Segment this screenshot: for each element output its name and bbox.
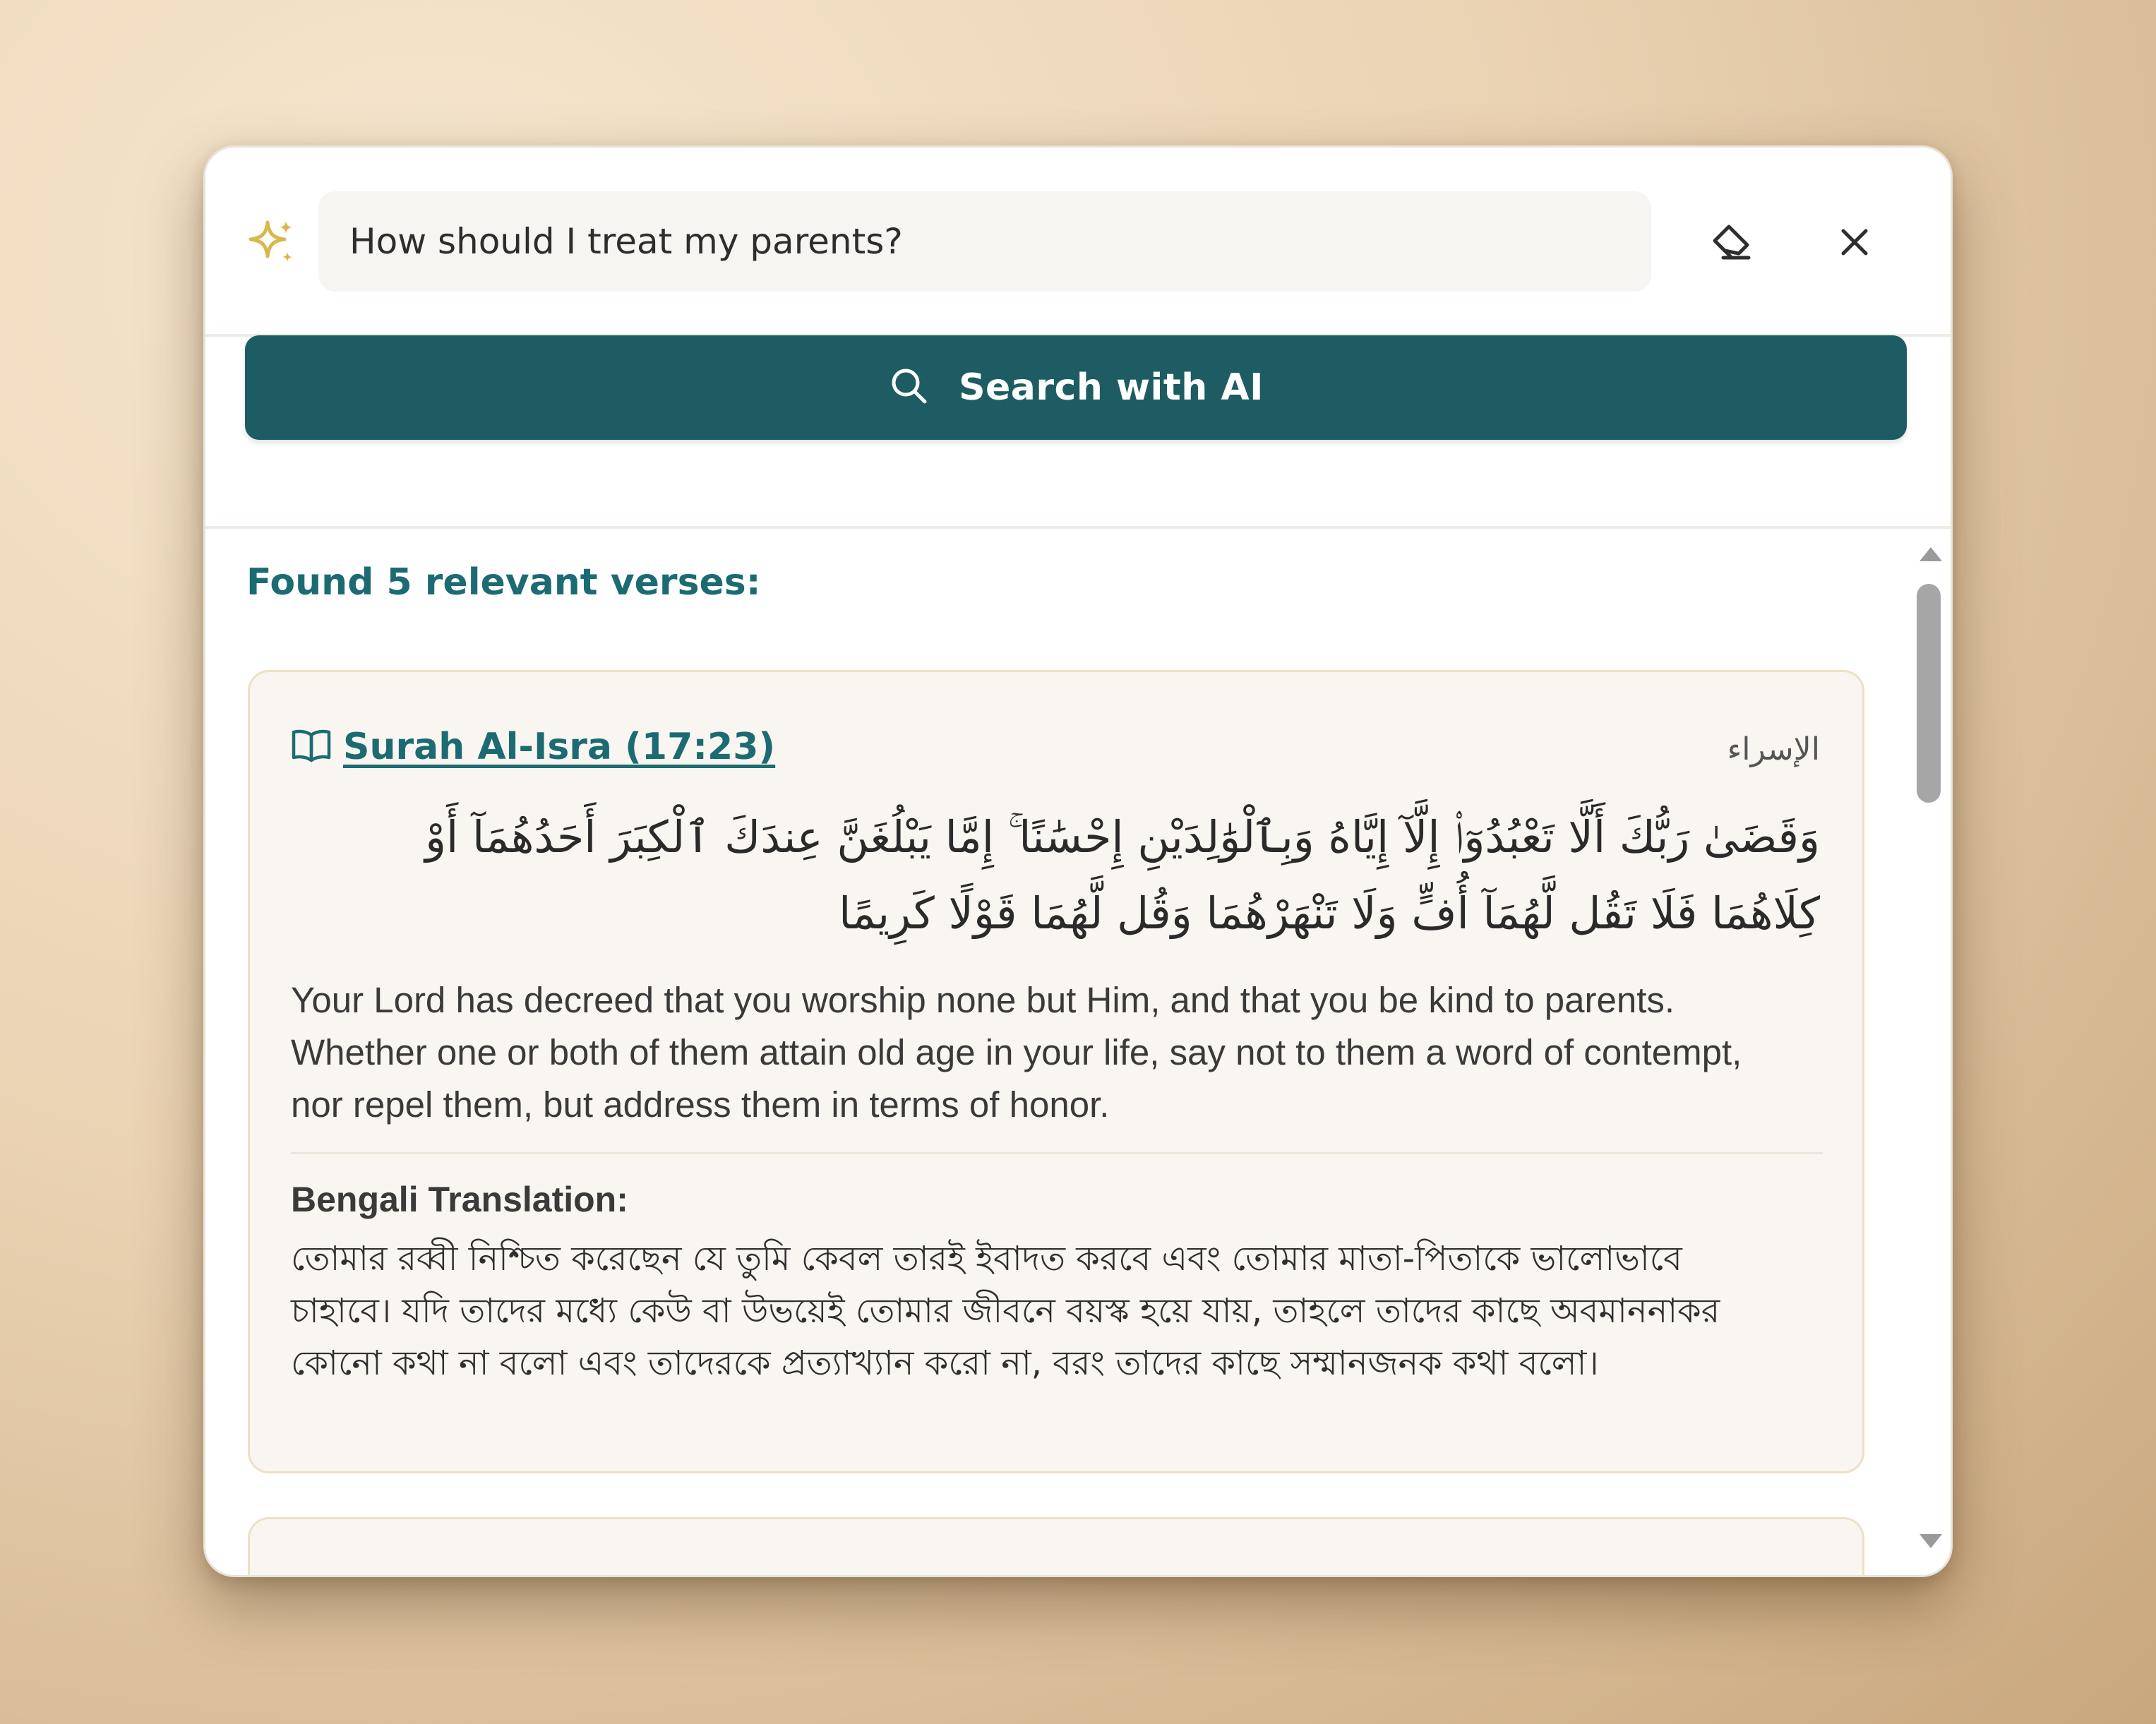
sparkle-icon	[245, 217, 299, 270]
search-with-ai-button[interactable]	[245, 335, 1907, 440]
arabic-verse-text: وَقَضَىٰ رَبُّكَ أَلَّا تَعْبُدُوٓا۟ إِلَّآ إِيَّاهُ وَبِٱلْوَٰلِدَيْنِ إِحْسَٰنًا ۚ إِمَّا يَبْلُغَنَّ عِندَكَ ٱلْكِبَرَ أَحَدُهُمَآ أَوْ كِلَاهُمَا فَلَا تَقُل لَّهُمَآ أُفٍّ وَلَا تَنْهَرْهُمَا وَقُل لَّهُمَا قَوْلًا كَرِيمًا	[425, 811, 1820, 939]
close-icon[interactable]	[1826, 214, 1883, 270]
verse-card	[248, 670, 1864, 1473]
verse-title-row	[291, 726, 775, 768]
search-with-ai-label: Search with AI	[959, 366, 1264, 409]
scroll-down-arrow[interactable]	[1920, 1534, 1942, 1548]
search-input[interactable]	[318, 191, 1651, 292]
results-heading: Found 5 relevant verses:	[246, 561, 761, 604]
bengali-translation-label: Bengali Translation:	[291, 1180, 628, 1219]
search-icon	[888, 365, 930, 410]
scroll-thumb[interactable]	[1917, 584, 1941, 803]
verse-card	[248, 1517, 1864, 1577]
results-scrollbar[interactable]	[1912, 529, 1944, 1577]
results-panel	[205, 529, 1951, 1577]
card-divider	[291, 1152, 1823, 1154]
english-translation: Your Lord has decreed that you worship none but Him, and that you be kind to parents. Whether one or both of them attain old age in your life, say not to them a word of contempt, nor repel them, but address them in terms of honor.	[291, 980, 1742, 1125]
surah-reference-link[interactable]: Surah Al-Isra (17:23)	[343, 726, 776, 768]
eraser-icon[interactable]	[1703, 214, 1760, 270]
surah-arabic-name: الإسراء	[1727, 731, 1820, 767]
scroll-up-arrow[interactable]	[1920, 547, 1942, 561]
bengali-translation: তোমার রব্বী নিশ্চিত করেছেন যে তুমি কেবল তারই ইবাদত করবে এবং তোমার মাতা-পিতাকে ভালোভাবে চাহাবে। যদি তাদের মধ্যে কেউ বা উভয়েই তোমার জীবনে বয়স্ক হয়ে যায়, তাহলে তাদের কাছে অবমাননাকর কোনো কথা না বলো এবং তাদেরকে প্রত্যাখ্যান করো না, বরং তাদের কাছে সম্মানজনক কথা বলো।	[291, 1239, 1720, 1383]
dialog-header	[205, 148, 1951, 337]
ai-search-dialog	[203, 145, 1953, 1577]
book-open-icon	[291, 728, 332, 766]
